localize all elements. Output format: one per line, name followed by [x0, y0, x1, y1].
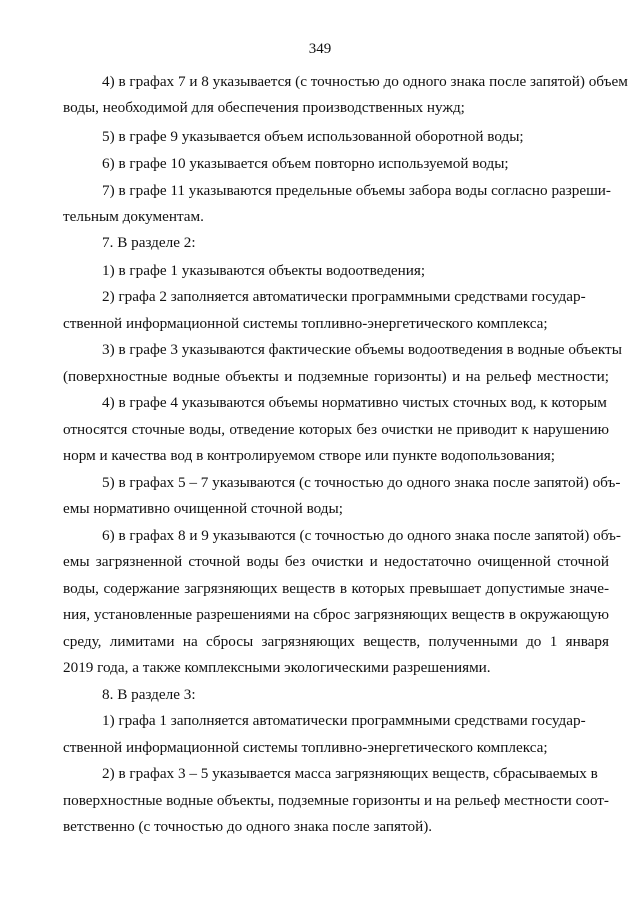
- text-line: 1) графа 1 заполняется автоматически программными средствами государ-: [102, 712, 586, 729]
- text-line: ственной информационной системы топливно-энергетического комплекса;: [63, 315, 548, 332]
- text-line: 2) графа 2 заполняется автоматически программными средствами государ-: [102, 288, 586, 305]
- text-line: 5) в графах 5 – 7 указываются (с точностью до одного знака после запятой) объ-: [102, 474, 621, 491]
- text-line: ния, установленные разрешениями на сброс загрязняющих веществ в окружающую: [63, 606, 609, 623]
- text-line: (поверхностные водные объекты и подземные горизонты) и на рельеф местности;: [63, 368, 609, 385]
- text-line: относятся сточные воды, отведение которых без очистки не приводит к нарушению: [63, 421, 609, 438]
- text-line: ственной информационной системы топливно-энергетического комплекса;: [63, 739, 548, 756]
- page-number: 349: [308, 41, 332, 57]
- text-line: 3) в графе 3 указываются фактические объемы водоотведения в водные объекты: [102, 341, 622, 358]
- text-line: 1) в графе 1 указываются объекты водоотведения;: [102, 262, 426, 279]
- text-line: норм и качества вод в контролируемом створе или пункте водопользования;: [63, 447, 556, 464]
- text-line: 7) в графе 11 указываются предельные объемы забора воды согласно разреши-: [102, 182, 611, 199]
- text-line: 2019 года, а также комплексными экологическими разрешениями.: [63, 659, 491, 676]
- text-line: поверхностные водные объекты, подземные горизонты и на рельеф местности соот-: [63, 792, 609, 809]
- section-heading: 8. В разделе 3:: [102, 686, 196, 703]
- text-line: тельным документам.: [63, 208, 204, 225]
- text-line: емы нормативно очищенной сточной воды;: [63, 500, 343, 517]
- text-line: 6) в графе 10 указывается объем повторно используемой воды;: [102, 155, 509, 172]
- text-line: 2) в графах 3 – 5 указывается масса загрязняющих веществ, сбрасываемых в: [102, 765, 598, 782]
- text-line: 4) в графах 7 и 8 указывается (с точностью до одного знака после запятой) объем: [102, 73, 628, 90]
- text-line: среду, лимитами на сбросы загрязняющих веществ, полученными до 1 января: [63, 633, 609, 650]
- text-line: 4) в графе 4 указываются объемы нормативно чистых сточных вод, к которым: [102, 394, 607, 411]
- text-line: воды, необходимой для обеспечения производственных нужд;: [63, 99, 465, 116]
- text-line: воды, содержание загрязняющих веществ в которых превышает допустимые значе-: [63, 580, 609, 597]
- text-line: ветственно (с точностью до одного знака после запятой).: [63, 818, 433, 835]
- text-line: 5) в графе 9 указывается объем использованной оборотной воды;: [102, 128, 524, 145]
- text-line: емы загрязненной сточной воды без очистки и недостаточно очищенной сточной: [63, 553, 609, 570]
- section-heading: 7. В разделе 2:: [102, 234, 196, 251]
- text-line: 6) в графах 8 и 9 указываются (с точностью до одного знака после запятой) объ-: [102, 527, 621, 544]
